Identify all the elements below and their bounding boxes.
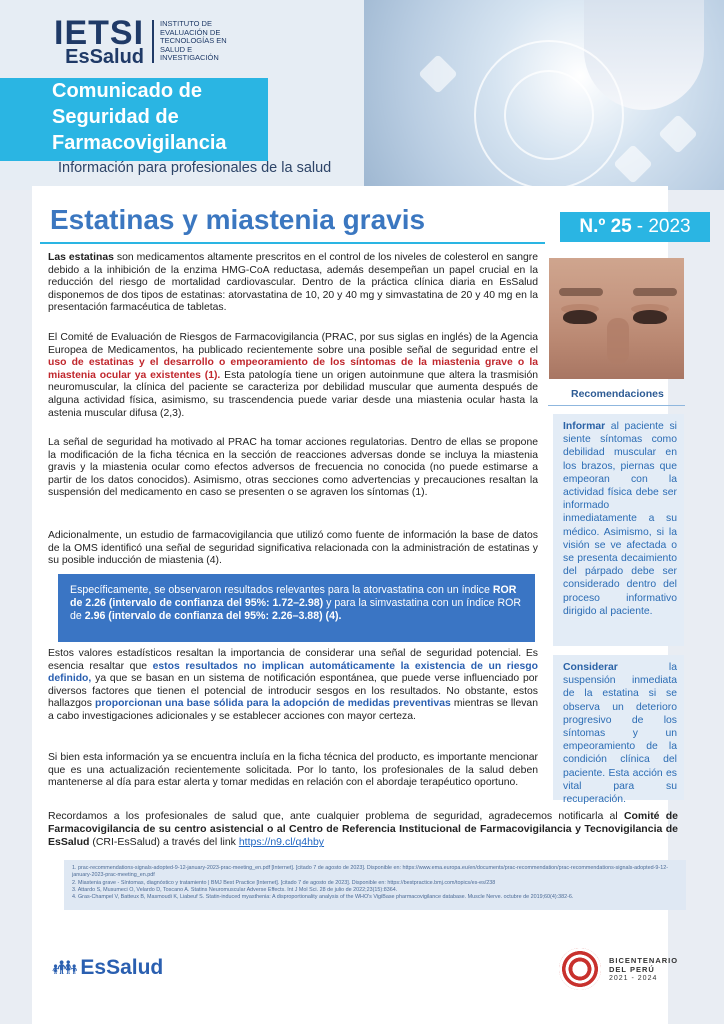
- paragraph-who-study: Adicionalmente, un estudio de farmacovigilancia que utilizó como fuente de información la base de datos de la OMS identificó una señal de seguridad significativa relacionada con la administración de estatinas y su posible inducción de miastenia (4).: [48, 530, 538, 567]
- bicentenario-line: DEL PERÚ: [609, 964, 655, 974]
- prac-text: El Comité de Evaluación de Riesgos de Farmacovigilancia (PRAC, por sus siglas en inglés) de la Agencia Europea de Medicamentos, ha publicado recientemente sobre una posible señal de seguridad entre el: [48, 332, 538, 356]
- paragraph-prac: [48, 332, 538, 420]
- atorvastatin-ror: ROR de 2.26 (intervalo de confianza del 95%: 1.72–2.98): [70, 584, 517, 610]
- recommendation-lead: Informar: [563, 421, 606, 432]
- family-icon: 👪︎: [52, 957, 75, 979]
- header-background-image: [364, 0, 724, 190]
- header-title-line: Farmacovigilancia: [52, 132, 227, 154]
- bicentenario-seal-icon: [559, 948, 601, 990]
- issue-badge: [560, 212, 710, 242]
- statistics-text: Estos valores estadísticos resaltan la importancia de considerar una señal de seguridad potencial. Es esencia resaltar que: [48, 648, 538, 672]
- issue-number: N.º 25: [579, 216, 632, 237]
- photo-brow: [559, 288, 603, 296]
- recommendations-divider: [548, 405, 685, 406]
- logo-main-text: IETSI: [54, 14, 145, 52]
- closing-text: (CRI-EsSalud) a través del link: [89, 836, 239, 849]
- highlight-text: Específicamente, se observaron resultados relevantes para la atorvastatina con un índice: [70, 584, 493, 596]
- reference-item: 3. Attardo S, Musumeci O, Velardo D, Toscano A. Statins Neuromuscular Adverse Effects. Int J Mol Sci. 28 de julio de 2022;23(15):8364.: [72, 886, 398, 893]
- patient-eyes-photo: [549, 258, 684, 379]
- recommendation-text: la suspensión inmediata de la estatina si se observa un deterioro progresivo de los síntomas y un empeoramiento de la condición clínica del paciente. Esta acción es vital para su recuperación.: [563, 662, 677, 806]
- statistics-text: mientras se llevan a cabo investigaciones adicionales y se establecer acciones con mayor certeza.: [48, 698, 538, 722]
- statistics-text: ya que se basan en un sistema de notificación espontánea, que puede verse influenciado por diversos factores que tienen el potencial de introducir sesgos en los resultados. No obstante, estos hallazgos: [48, 673, 538, 710]
- recommendation-lead: Considerar: [563, 662, 618, 673]
- bicentenario-line: BICENTENARIO: [609, 955, 679, 965]
- hexagon-decoration: [658, 114, 698, 154]
- simvastatin-ror: 2.96 (intervalo de confianza del 95%: 2.26–3.88) (4).: [84, 610, 342, 623]
- header-title-line: Comunicado de: [52, 80, 203, 102]
- ror-highlight-box: [58, 574, 535, 642]
- logo-sub-text: EsSalud: [65, 46, 145, 68]
- ietsi-logo: [54, 14, 227, 68]
- recommendations-title: Recomendaciones: [571, 388, 664, 400]
- photo-brow: [633, 288, 677, 296]
- article-title: Estatinas y miastenia gravis: [50, 204, 426, 235]
- essalud-footer-logo: [52, 955, 163, 980]
- page-header: [0, 0, 724, 190]
- title-divider: [40, 242, 545, 244]
- closing-paragraph: [48, 810, 678, 850]
- header-subtitle: Información para profesionales de la salud: [58, 160, 332, 176]
- bicentenario-logo: [559, 948, 678, 990]
- paragraph-statistics: [48, 648, 538, 724]
- header-title-line: Seguridad de: [52, 106, 179, 128]
- paragraph-intro: [48, 252, 538, 315]
- committee-name: Comité de Farmacovigilancia de su centro asistencial o al Centro de Referencia Institucional de Farmacovigilancia y Tecnovigilancia de EsSalud: [48, 810, 678, 849]
- safety-signal-highlight: uso de estatinas y el desarrollo o empeoramiento de los síntomas de la miastenia grave o la miastenia ocular ya existentes (1).: [48, 357, 538, 381]
- highlight-text: y para la simvastatina con un índice ROR de: [70, 597, 522, 623]
- intro-text: son medicamentos altamente prescritos en el control de los niveles de colesterol en sangre debido a la inhibición de la enzima HMG-CoA reductasa, además desempeñan un papel crucial en la reducción del riesgo de mortalidad cardiovascular. Dentro de la práctica clínica diaria en EsSalud disponemos de dos tipos de estatinas: atorvastatina de 10, 20 y 40 mg y simvastatina de 20 y 40 mg en la presentación farmacéutica de tabletas.: [48, 252, 539, 314]
- recommendation-box-inform: [553, 414, 684, 646]
- preventive-measures-highlight: proporcionan una base sólida para la adopción de medidas preventivas: [95, 698, 451, 710]
- report-link[interactable]: https://n9.cl/q4hby: [238, 836, 325, 849]
- paragraph-update: Si bien esta información ya se encuentra incluía en la ficha técnica del producto, es importante mencionar que es una actualización recientemente solicitada. Por lo tanto, los profesionales de la salud deben mantenerse al día para estar alerta y tomar medidas en relación con el abordaje terapéutico oportuno.: [48, 752, 538, 789]
- bicentenario-years: 2021 - 2024: [609, 974, 658, 982]
- issue-year: - 2023: [636, 216, 691, 237]
- hexagon-decoration: [418, 54, 458, 94]
- ring-decoration: [504, 70, 594, 160]
- no-definite-risk-highlight: estos resultados no implican automáticamente la existencia de un riesgo definido,: [48, 660, 538, 685]
- bicentenario-text: [609, 956, 678, 983]
- hexagon-decoration: [613, 144, 653, 184]
- reference-item: 2. Miastenia grave - Síntomas, diagnóstico y tratamiento | BMJ Best Practice [Internet]. [citado 7 de agosto de 2023]. Disponible en: https://bestpractice.bmj.com/topics/es-es/238: [72, 879, 496, 886]
- prac-text: Esta patología tiene un origen autoinmune que altera la trasmisión neuromuscular, la clínica del paciente se caracteriza por debilidad muscular que aumenta después de alguna actividad física, asimismo, su trascendencia puede variar desde una miastenia ocular hasta la astenia muscular difusa (2,3).: [48, 369, 538, 419]
- reference-item: 4. Gras-Champel V, Batteux B, Masmoudi K, Liabeuf S. Statin-induced myasthenia: A disproportionality analysis of the WHO's VigiBase pharmacovigilance database. Muscle Nerve. octubre de 2019;60(4):382-6.: [72, 894, 574, 901]
- logo-description: INSTITUTO DE EVALUACIÓN DE TECNOLOGÍAS EN SALUD E INVESTIGACIÓN: [152, 20, 227, 63]
- header-title: [52, 78, 227, 156]
- reference-item: 1. prac-recommendations-signals-adopted-9-12-january-2023-prac-meeting_en.pdf [Internet]. [citado 7 de agosto de 2023]. Disponible en: https://www.ema.europa.eu/en/documents/prac-recommendation/prac-recommendations-signals-adopted-9-12-january-2023-prac-meeting_en.pdf: [72, 865, 668, 879]
- recommendation-box-consider: [553, 655, 684, 806]
- closing-text: Recordamos a los profesionales de salud que, ante cualquier problema de seguridad, agradecemos notificarla al: [48, 810, 624, 822]
- paragraph-regulatory: La señal de seguridad ha motivado al PRAC ha tomar acciones regulatorias. Dentro de ellas se propone la modificación de la ficha técnica en la sección de reacciones adversas donde se incluya la miastenia gravis y la miastenia ocular como efectos adversos de frecuencia no conocida (no puede estimarse a partir de los datos conocidos). Asimismo, otras secciones como advertencias y precauciones resaltan la suspensión del medicamento en caso se presenten o se agraven los síntomas (1).: [48, 437, 538, 499]
- recommendation-text: al paciente si siente síntomas como debilidad muscular en los brazos, piernas que empeoran con la actividad física debe ser informado inmediatamente a su médico. Asimismo, si la visión se ve afectada o se presenta decaimiento del párpado debe ser considerado dentro del proceso informativo dirigido al paciente.: [563, 421, 677, 617]
- intro-lead: Las estatinas: [48, 252, 114, 263]
- references-box: [64, 860, 686, 910]
- photo-eye: [563, 310, 597, 324]
- photo-eye: [633, 310, 667, 324]
- footer-brand: EsSalud: [80, 955, 164, 979]
- photo-nose: [607, 318, 629, 364]
